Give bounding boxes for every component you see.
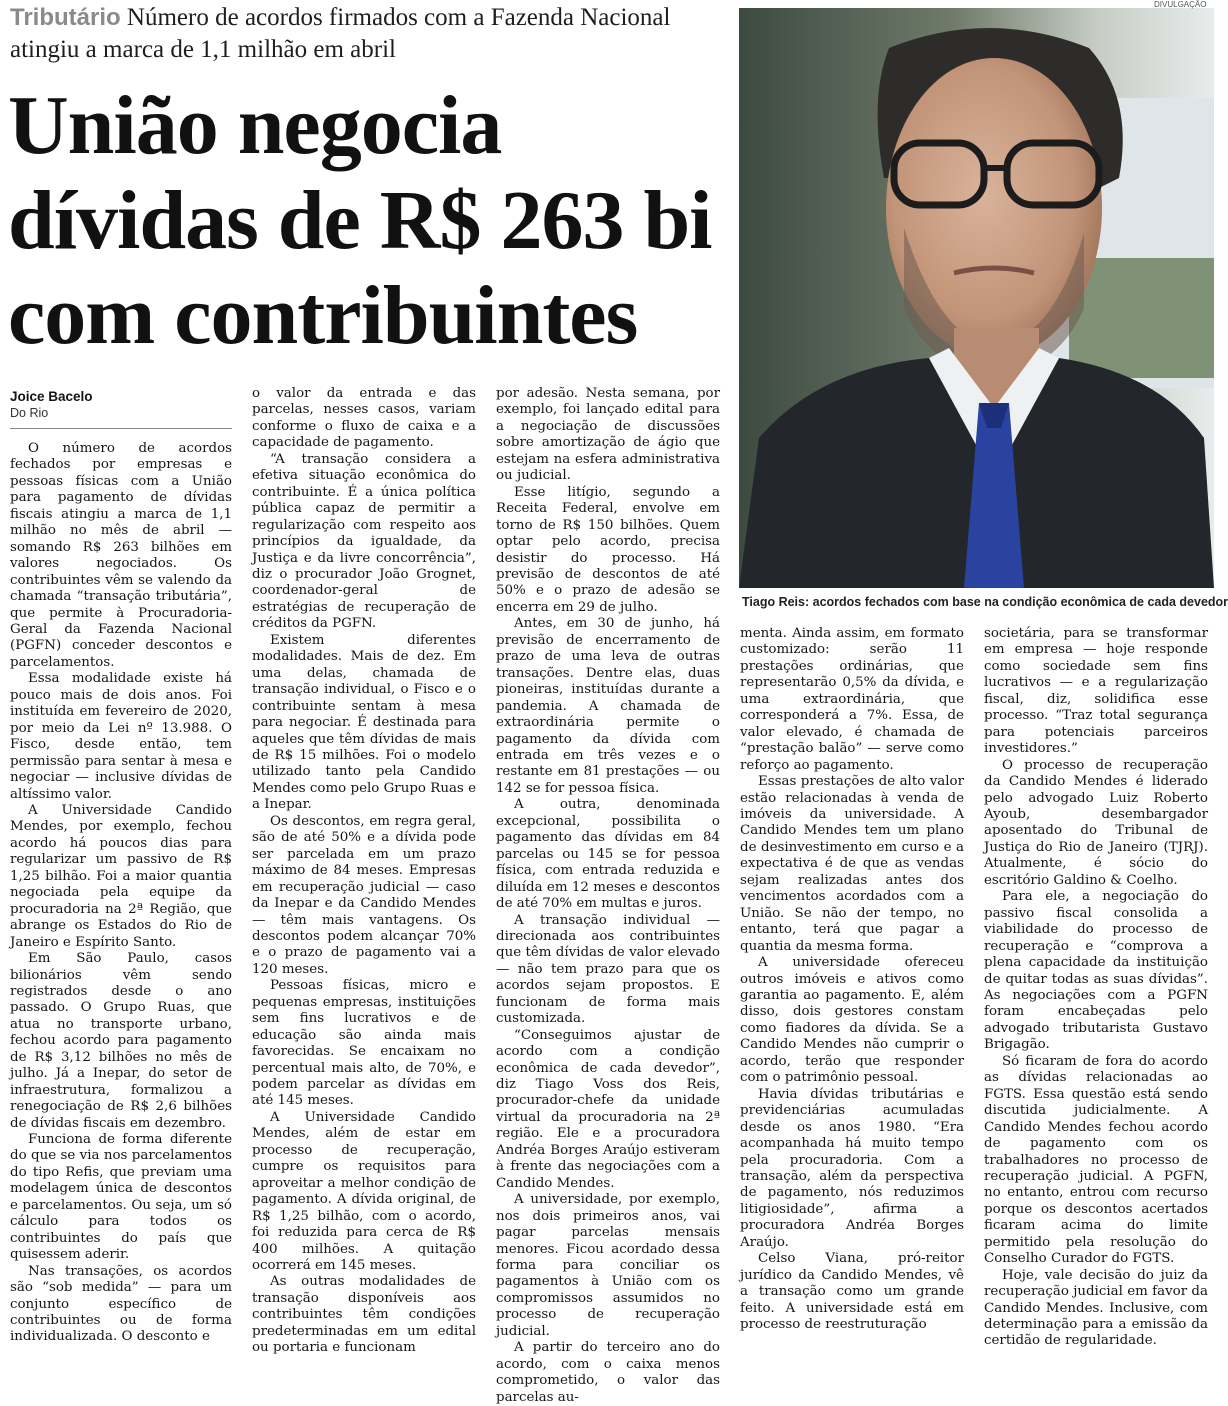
paragraph: “Conseguimos ajustar de acordo com a condição econômica de cada devedor”, diz Tiago Voss dos Reis, procurador-chefe da unidade virtual da procuradoria na 2ª região. Ele e a procuradora Andréa Borges Araújo estiveram à frente das negociações com a Candido Mendes. — [496, 1027, 720, 1191]
photo — [739, 8, 1214, 588]
section-tag: Tributário — [10, 4, 121, 31]
article-column-4 — [740, 626, 964, 1333]
paragraph: por adesão. Nesta semana, por exemplo, foi lançado edital para a negociação de discussões sobre amortização de ágio que estejam na esfera administrativa ou judicial. — [496, 386, 720, 484]
headline: União negocia dívidas de R$ 263 bi com contribuintes — [8, 79, 712, 362]
paragraph: A universidade, por exemplo, nos dois primeiros anos, vai pagar parcelas mensais menores. Ficou acordado dessa forma para conciliar os pagamentos à União com os compromissos assumidos no processo de recuperação judicial. — [496, 1192, 720, 1339]
photo-credit: DIVULGAÇÃO — [1154, 0, 1207, 9]
paragraph: Em São Paulo, casos bilionários vêm sendo registrados desde o ano passado. O Grupo Ruas, que atua no transporte urbano, fechou acordo para pagamento de R$ 3,12 bilhões no mês de julho. Já a Inepar, do setor de infraestrutura, formalizou a renegociação de R$ 2,6 bilhões de dívidas fiscais em dezembro. — [10, 951, 232, 1131]
paragraph: O processo de recuperação da Candido Mendes é liderado pelo advogado Luiz Roberto Ayoub, desembargador aposentado do Tribunal de Justiça do Rio de Janeiro (TJRJ). Atualmente, é sócio do escritório Galdino & Coelho. — [984, 757, 1208, 888]
paragraph: o valor da entrada e das parcelas, nesses casos, variam conforme o fluxo de caixa e a capacidade de pagamento. — [252, 386, 476, 451]
article-column-5 — [984, 626, 1208, 1349]
paragraph: Essas prestações de alto valor estão relacionadas à venda de imóveis da universidade. A Candido Mendes tem um plano de desinvestimento em curso e a expectativa é de que as vendas sejam realizadas antes dos vencimentos acordados com a União. Se não der tempo, no entanto, terá que pagar a quantia da mesma forma. — [740, 774, 964, 954]
paragraph: A outra, denominada excepcional, possibilita o pagamento das dívidas em 84 parcelas ou 145 se for pessoa física, com entrada reduzida e diluída em 12 meses e descontos de até 70% em multas e juros. — [496, 797, 720, 912]
paragraph: Havia dívidas tributárias e previdenciárias acumuladas desde os anos 1980. “Era acompanhada há muito tempo pela procuradoria. Com a transação, além da perspectiva de pagamento, nós reduzimos litigiosidade”, afirma a procuradora Andréa Borges Araújo. — [740, 1086, 964, 1250]
paragraph: Para ele, a negociação do passivo fiscal consolida a viabilidade do processo de recuperação e “comprova a plena capacidade da instituição de quitar todas as suas dívidas”. As negociações com a PGFN foram encabeçadas pelo advogado tributarista Gustavo Brigagão. — [984, 889, 1208, 1053]
subtitle-text: Número de acordos firmados com a Fazenda Nacional atingiu a marca de 1,1 milhão em abril — [10, 4, 671, 63]
paragraph: A partir do terceiro ano do acordo, com o caixa menos comprometido, o valor das parcelas au- — [496, 1340, 720, 1405]
paragraph: O número de acordos fechados por empresas e pessoas físicas com a União para pagamento de dívidas fiscais atingiu a marca de 1,1 milhão no mês de abril — somando R$ 263 bilhões em valores negociados. Os contribuintes vêm se valendo da chamada “transação tributária”, que permite à Procuradoria-Geral da Fazenda Nacional (PGFN) conceder descontos e parcelamentos. — [10, 441, 232, 670]
subtitle — [10, 2, 732, 66]
paragraph: Só ficaram de fora do acordo as dívidas relacionadas ao FGTS. Essa questão está sendo discutida judicialmente. A Candido Mendes fechou acordo de pagamento com os trabalhadores no processo de recuperação judicial. A PGFN, no entanto, entrou com recurso porque os descontos acertados ficaram acima do limite permitido pela resolução do Conselho Curador do FGTS. — [984, 1053, 1208, 1267]
paragraph: Os descontos, em regra geral, são de até 50% e a dívida pode ser parcelada em um prazo máximo de 84 meses. Empresas em recuperação judicial — caso da Inepar e da Candido Mendes — têm mais vantagens. Os descontos podem alcançar 70% e o prazo de pagamento vai a 120 meses. — [252, 813, 476, 977]
paragraph: As outras modalidades de transação disponíveis aos contribuintes têm condições predeterminadas em um edital ou portaria e funcionam — [252, 1274, 476, 1356]
paragraph: A Universidade Candido Mendes, além de estar em processo de recuperação, cumpre os requisitos para aproveitar a melhor condição de pagamento. A dívida original, de R$ 1,25 bilhão, com o acordo, foi reduzida para cerca de R$ 400 milhões. A quitação ocorrerá em 145 meses. — [252, 1109, 476, 1274]
paragraph: Pessoas físicas, micro e pequenas empresas, instituições sem fins lucrativos e de educação são ainda mais favorecidas. Se encaixam no percentual mais alto, de 70%, e podem parcelar as dívidas em até 145 meses. — [252, 978, 476, 1109]
paragraph: “A transação considera a efetiva situação econômica do contribuinte. É a única política pública capaz de permitir a regularização com respeito aos princípios da igualdade, da Justiça e da livre concorrência”, diz o procurador João Grognet, coordenador-geral de estratégias de recuperação de créditos da PGFN. — [252, 451, 476, 632]
portrait-illustration — [739, 8, 1214, 588]
byline-author: Joice Bacelo — [10, 389, 93, 404]
byline-location: Do Rio — [10, 406, 49, 420]
byline-divider — [10, 428, 232, 429]
paragraph: A Universidade Candido Mendes, por exemplo, fechou acordo há poucos dias para regularizar um passivo de R$ 1,25 bilhão. Foi a maior quantia negociada pela equipe da procuradoria na 2ª Região, que abrange os Estados do Rio de Janeiro e Espírito Santo. — [10, 802, 232, 950]
paragraph: Nas transações, os acordos são “sob medida” — para um conjunto específico de contribuintes ou de forma individualizada. O desconto e — [10, 1263, 232, 1345]
paragraph: Hoje, vale decisão do juiz da recuperação judicial em favor da Candido Mendes. Inclusive, com determinação para a emissão da certidão de regularidade. — [984, 1267, 1208, 1349]
paragraph: A universidade ofereceu outros imóveis e ativos como garantia ao pagamento. E, além disso, dois gestores constam como fiadores da dívida. Se a Candido Mendes não cumprir o acordo, terão que responder com o patrimônio pessoal. — [740, 955, 964, 1086]
paragraph: Essa modalidade existe há pouco mais de dois anos. Foi instituída em fevereiro de 2020, por meio da Lei nº 13.988. O Fisco, desde então, tem permissão para sentar à mesa e negociar — inclusive dívidas de altíssimo valor. — [10, 671, 232, 802]
article-column-3 — [496, 386, 720, 1405]
paragraph: menta. Ainda assim, em formato customizado: serão 11 prestações ordinárias, que representarão 0,5% da dívida, e uma extraordinária, que corresponderá a 7%. Essa, de valor elevado, é chamada de “prestação balão” — serve como reforço ao pagamento. — [740, 626, 964, 773]
paragraph: Funciona de forma diferente do que se via nos parcelamentos do tipo Refis, que previam uma modelagem única de descontos e parcelamentos. Ou seja, um só cálculo para todos os contribuintes do país que quisessem aderir. — [10, 1132, 232, 1263]
article-column-2 — [252, 386, 476, 1356]
photo-caption: Tiago Reis: acordos fechados com base na condição econômica de cada devedor — [742, 595, 1228, 609]
article-column-1 — [10, 441, 232, 1345]
paragraph: Esse litígio, segundo a Receita Federal, envolve em torno de R$ 150 bilhões. Quem optar pelo acordo, precisa desistir do processo. Há previsão de descontos de até 50% e o prazo de adesão se encerra em 29 de julho. — [496, 484, 720, 615]
paragraph: Celso Viana, pró-reitor jurídico da Candido Mendes, vê a transação como um grande feito. A universidade está em processo de reestruturação — [740, 1251, 964, 1333]
paragraph: societária, para se transformar em empresa — hoje responde como sociedade sem fins lucrativos — e a regularização fiscal, diz, solidifica esse processo. “Traz total segurança para potenciais parceiros investidores.” — [984, 626, 1208, 757]
byline — [10, 388, 232, 422]
paragraph: Existem diferentes modalidades. Mais de dez. Em uma delas, chamada de transação individual, o Fisco e o contribuinte sentam à mesa para negociar. É destinada para aqueles que têm dívidas de mais de R$ 15 milhões. Foi o modelo utilizado tanto pela Candido Mendes como pelo Grupo Ruas e a Inepar. — [252, 632, 476, 813]
paragraph: A transação individual — direcionada aos contribuintes que têm dívidas de valor elevado — não tem prazo para que os acordos sejam propostos. E funcionam de forma mais customizada. — [496, 912, 720, 1027]
paragraph: Antes, em 30 de junho, há previsão de encerramento de prazo de uma leva de outras transações. Dentre elas, duas pioneiras, instituídas durante a pandemia. A chamada de extraordinária permite o pagamento da dívida com entrada em três vezes e o restante em 81 prestações — ou 142 se for pessoa física. — [496, 616, 720, 796]
